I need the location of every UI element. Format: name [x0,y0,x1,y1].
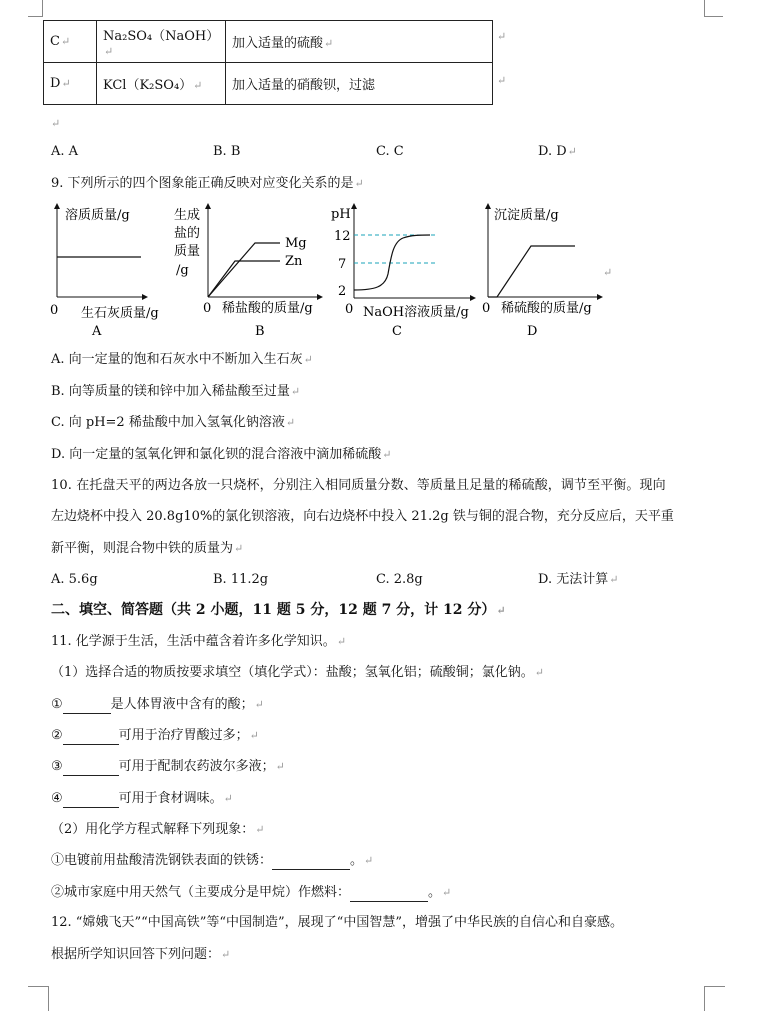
q10-line-2: 左边烧杯中投入 20.8g10%的氯化钡溶液，向右边烧杯中投入 21.2g 铁与铜的混合物，充分反应后，天平重 [51,509,674,524]
table-row: D↵ KCl（K₂SO₄）↵ 加入适量的硝酸钡，过滤 [44,63,493,105]
q10-option-c[interactable]: C. 2.8g [376,572,423,587]
graph-c-letter: C [392,324,402,339]
q9-option-a[interactable]: A. 向一定量的饱和石灰水中不断加入生石灰↵ [51,352,313,367]
row-letter: C [50,34,60,49]
crop-mark-top-right [704,0,723,17]
crop-mark-bottom-right [704,986,725,1011]
graph-b-ylabel-4: /g [176,263,189,278]
q10-option-d[interactable]: D. 无法计算↵ [538,572,619,587]
answer-blank[interactable] [63,761,119,776]
crop-mark-top-left [28,0,43,17]
row-letter: D [50,76,61,91]
q12-line-1: 12. “嫦娥飞天”“中国高铁”等“中国制造”，展现了“中国智慧”，增强了中华民族的自信心和自豪感。 [51,915,623,930]
q9-option-c[interactable]: C. 向 pH=2 稀盐酸中加入氢氧化钠溶液↵ [51,415,296,430]
q8-option-d[interactable]: D. D↵ [538,144,577,159]
q11-eq-1: ①电镀前用盐酸清洗钢铁表面的铁锈： 。↵ [51,853,374,868]
graph-b-xlabel: 稀盐酸的质量/g [222,301,313,316]
q10-option-b[interactable]: B. 11.2g [213,572,269,587]
q9-graphs [45,202,665,340]
graph-c-origin: 0 [345,302,354,317]
q9-option-d[interactable]: D. 向一定量的氢氧化钾和氯化钡的混合溶液中滴加稀硫酸↵ [51,447,392,462]
row-end-mark: ↵ [497,74,507,87]
graph-a-letter: A [92,324,102,339]
graph-d-xlabel: 稀硫酸的质量/g [501,301,592,316]
q11-item-4: ④ 可用于食材调味。↵ [51,791,233,806]
q11-item-3: ③ 可用于配制农药波尔多液；↵ [51,759,285,774]
graph-b-ylabel-3: 质量 [174,244,201,259]
graph-d [482,206,600,339]
graph-a-ylabel: 溶质质量/g [65,208,130,223]
options-table [43,20,493,105]
answer-blank[interactable] [272,855,350,870]
q8-option-a[interactable]: A. A [51,144,79,159]
graph-b-line-zn [208,261,280,297]
graph-b-ylabel-2: 盐的 [174,226,201,241]
graph-c-tick-7: 7 [338,257,347,272]
graph-b-origin: 0 [203,301,212,316]
answer-blank[interactable] [63,699,111,714]
q11-item-1: ① 是人体胃液中含有的酸；↵ [51,697,264,712]
paragraph-mark: ↵ [603,266,613,279]
q8-option-b[interactable]: B. B [213,144,241,159]
graph-d-letter: D [527,324,538,339]
graph-a-origin: 0 [50,303,59,318]
graph-c-xlabel: NaOH溶液质量/g [363,305,469,320]
graph-b-series-mg: Mg [285,236,307,251]
answer-blank[interactable] [63,730,119,745]
q10-line-1: 10. 在托盘天平的两边各放一只烧杯，分别注入相同质量分数、等质量且足量的稀硫酸，调节至平衡。现向 [51,478,666,493]
graph-d-line [488,246,575,297]
answer-blank[interactable] [63,793,119,808]
q11-part-2: （2）用化学方程式解释下列现象：↵ [51,822,265,837]
q11-eq-2: ②城市家庭中用天然气（主要成分是甲烷）作燃料： 。↵ [51,885,452,900]
graph-c-ylabel: pH [331,207,351,222]
q12-line-2: 根据所学知识回答下列问题：↵ [51,947,231,962]
graph-d-origin: 0 [482,301,491,316]
graph-b-ylabel-1: 生成 [174,208,201,223]
graph-b [174,206,320,339]
table-row: C↵ Na₂SO₄（NaOH）↵ 加入适量的硫酸↵ [44,21,493,63]
q10-option-a[interactable]: A. 5.6g [51,572,98,587]
graph-a [50,206,159,339]
graph-c-tick-12: 12 [334,229,351,244]
graph-c-tick-2: 2 [338,284,347,299]
q8-option-c[interactable]: C. C [376,144,404,159]
graph-b-line-mg [208,243,280,297]
q10-line-3: 新平衡，则混合物中铁的质量为↵ [51,541,244,556]
section-2-heading: 二、填空、简答题（共 2 小题，11 题 5 分，12 题 7 分，计 12 分）↵ [51,602,506,618]
row-end-mark: ↵ [497,30,507,43]
graph-c [331,206,473,339]
paragraph-mark: ↵ [51,117,61,130]
row-reagent: KCl（K₂SO₄） [103,78,193,93]
q11-stem: 11. 化学源于生活，生活中蕴含着许多化学知识。↵ [51,634,347,649]
answer-blank[interactable] [350,887,428,902]
graph-b-letter: B [255,324,265,339]
crop-mark-bottom-left [28,986,49,1011]
q11-part-1: （1）选择合适的物质按要求填空（填化学式）：盐酸；氢氧化铝；硫酸铜；氯化钠。↵ [51,665,544,680]
graph-a-xlabel: 生石灰质量/g [81,306,159,321]
graph-b-series-zn: Zn [285,254,303,269]
q9-option-b[interactable]: B. 向等质量的镁和锌中加入稀盐酸至过量↵ [51,384,301,399]
row-reagent: Na₂SO₄（NaOH） [103,28,220,44]
row-method: 加入适量的硫酸 [232,36,324,51]
graph-d-ylabel: 沉淀质量/g [494,208,559,223]
q11-item-2: ② 可用于治疗胃酸过多；↵ [51,728,259,743]
q9-stem: 9. 下列所示的四个图象能正确反映对应变化关系的是↵ [51,176,364,191]
row-method: 加入适量的硝酸钡，过滤 [232,78,376,93]
